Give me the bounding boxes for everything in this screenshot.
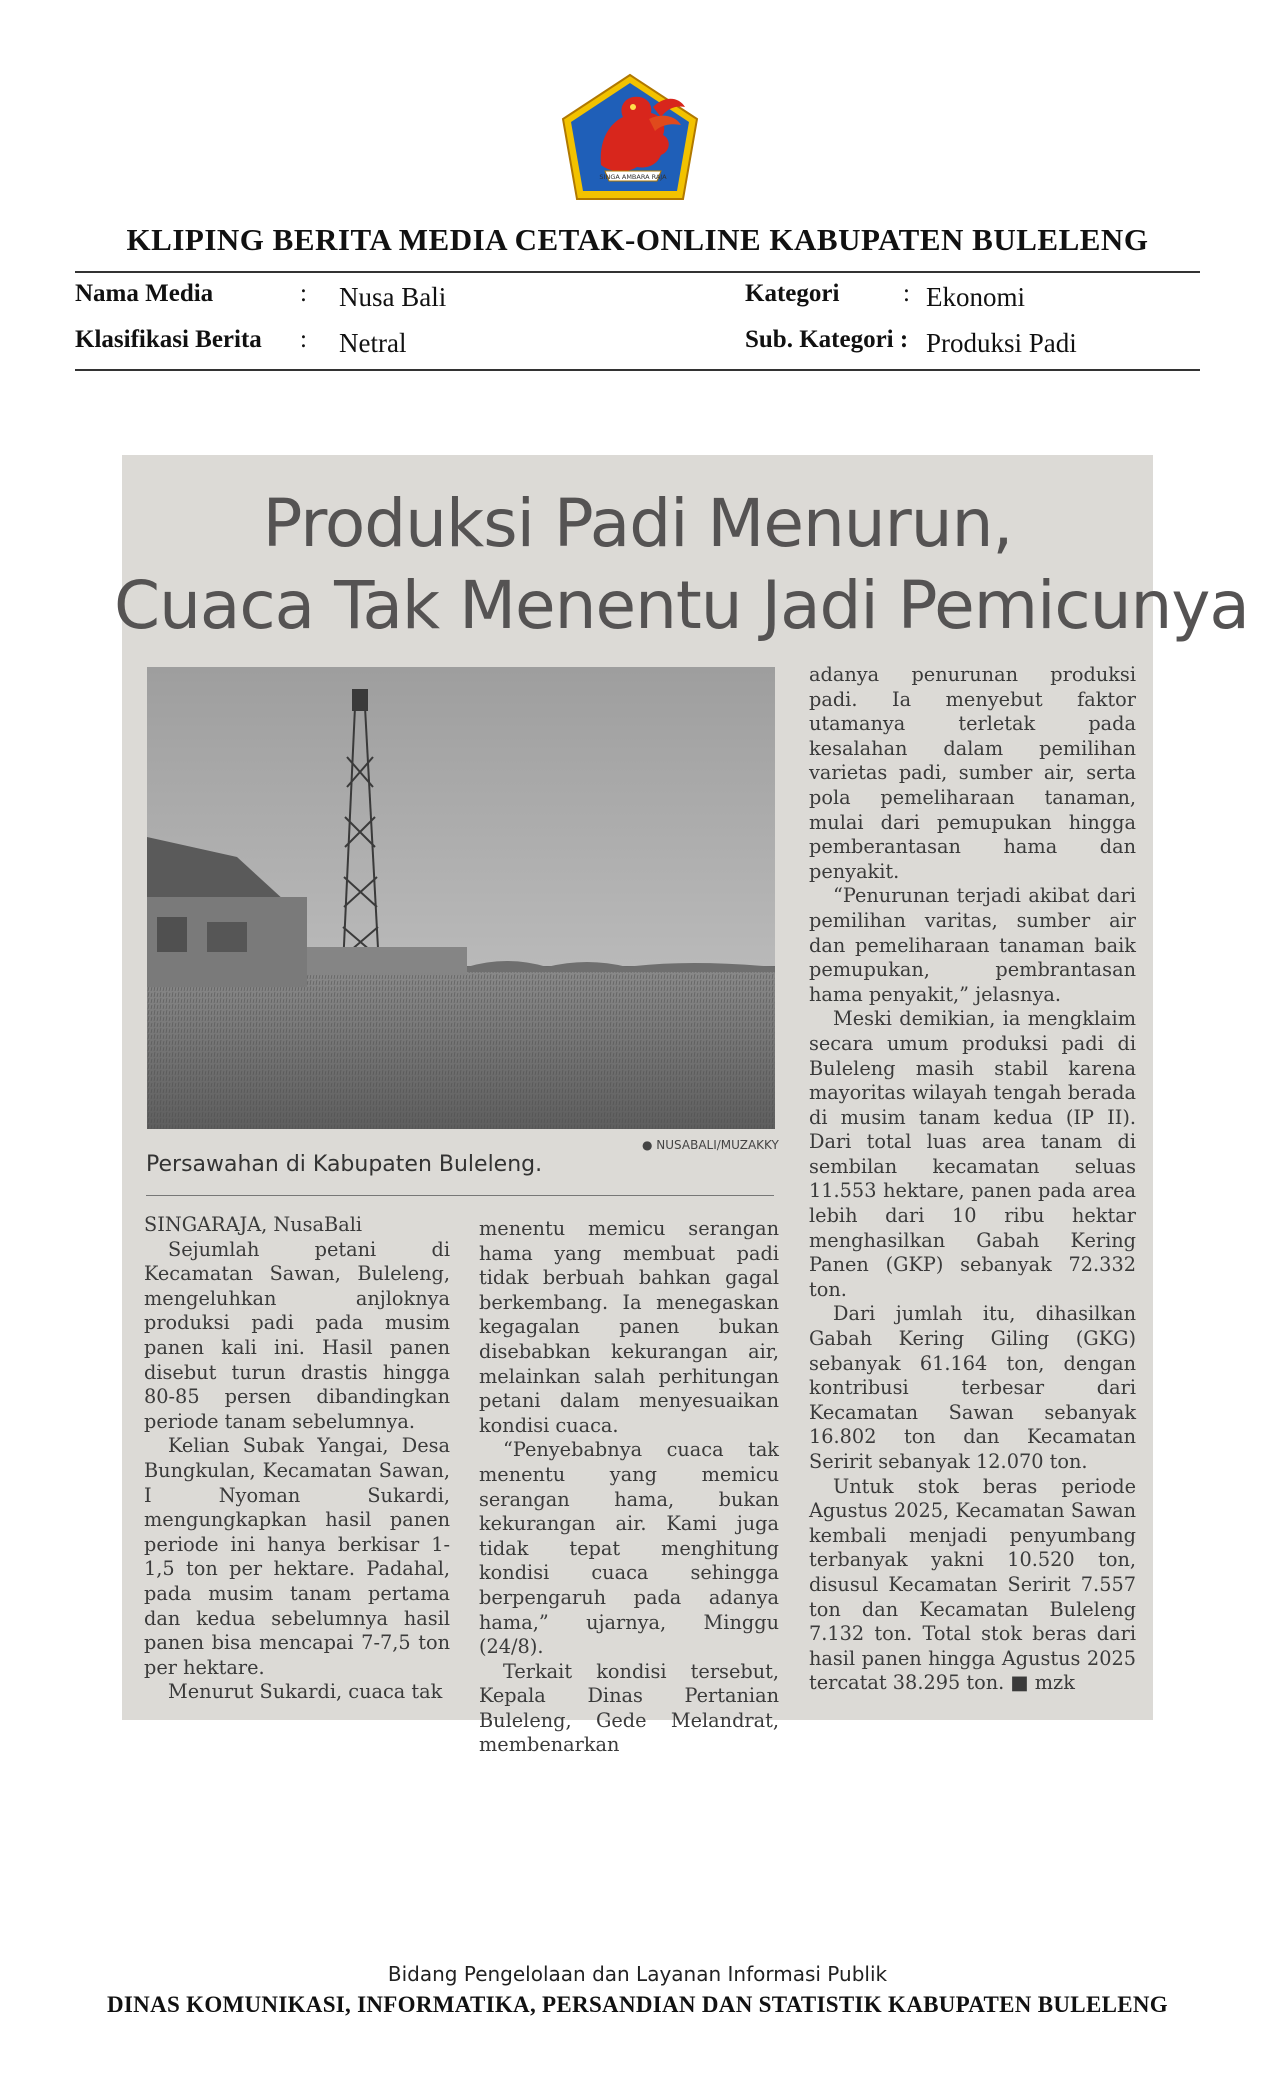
footer-agency: DINAS KOMUNIKASI, INFORMATIKA, PERSANDIAN DAN STATISTIK KABUPATEN BULELENG [107, 1992, 1168, 2017]
news-clipping [114, 455, 1249, 1757]
subkategori-label: Sub. Kategori : [745, 326, 909, 353]
article-column-1 [144, 1213, 450, 1705]
logo-motto: SINGA AMBARA RAJA [599, 173, 667, 181]
paragraph: Terkait kondisi tersebut, Kepala Dinas Pertanian Buleleng, Gede Melandrat, membenarkan [479, 1659, 779, 1757]
klasifikasi-value: Netral [339, 328, 407, 358]
paragraph: “Penyebabnya cuaca tak menentu yang memicu serangan hama, bukan kekurangan air. Kami juga tidak tepat menghitung kondisi cuaca sehingga berpengaruh pada adanya hama,” ujarnya, Minggu (24/8). [479, 1438, 779, 1659]
headline-line-2: Cuaca Tak Menentu Jadi Pemicunya [114, 567, 1249, 644]
headline-line-1: Produksi Padi Menurun, [262, 485, 1013, 562]
paragraph: Kelian Subak Yangai, Desa Bungkulan, Kecamatan Sawan, I Nyoman Sukardi, mengungkapkan hasil panen periode ini hanya berkisar 1-1,5 ton per hektare. Padahal, pada musim tanam pertama dan kedua sebelumnya hasil panen bisa mencapai 7-7,5 ton per hektare. [144, 1434, 450, 1679]
media-label: Nama Media [75, 280, 214, 307]
caption-divider [146, 1195, 774, 1196]
meta-row-2 [75, 324, 1200, 364]
paragraph: “Penurunan terjadi akibat dari pemilihan varitas, sumber air dan pemeliharaan tanaman baik pemupukan, pembrantasan hama penyakit,” jelasnya. [809, 884, 1136, 1006]
media-value: Nusa Bali [339, 282, 447, 312]
paragraph: Sejumlah petani di Kecamatan Sawan, Buleleng, mengeluhkan anjloknya produksi padi pada musim panen kali ini. Hasil panen disebut turun drastis hingga 80-85 persen dibandingkan periode tanam sebelumnya. [144, 1237, 450, 1433]
footer-unit: Bidang Pengelolaan dan Layanan Informasi Publik [387, 1962, 888, 1986]
paragraph: menentu memicu serangan hama yang membuat padi tidak berbuah bahkan gagal berkembang. Ia menegaskan kegagalan panen bukan disebabkan kekurangan air, melainkan salah perhitungan petani dalam menyesuaikan kondisi cuaca. [479, 1217, 779, 1437]
photo-caption: Persawahan di Kabupaten Buleleng. [146, 1152, 543, 1177]
media-colon: : [300, 280, 307, 307]
page-title: KLIPING BERITA MEDIA CETAK-ONLINE KABUPATEN BULELENG [126, 222, 1149, 257]
klasifikasi-colon: : [300, 326, 307, 353]
article-column-3 [809, 663, 1136, 1696]
header-divider-bottom [75, 369, 1200, 371]
paragraph: Menurut Sukardi, cuaca tak [168, 1680, 443, 1704]
emblem-logo-icon [561, 73, 699, 201]
kategori-colon: : [903, 280, 910, 307]
article-column-2 [479, 1217, 779, 1758]
rice-field-photo [147, 667, 775, 1129]
photo-credit: ● NUSABALI/MUZAKKY [642, 1138, 779, 1152]
meta-row-1 [75, 278, 1200, 318]
klasifikasi-label: Klasifikasi Berita [75, 326, 262, 353]
kategori-value: Ekonomi [926, 282, 1025, 312]
paragraph: Meski demikian, ia mengklaim secara umum produksi padi di Buleleng masih stabil karena mayoritas wilayah tengah berada di musim tanam kedua (IP II). Dari total luas area tanam di sembilan kecamatan seluas 11.553 hektare, panen pada area lebih dari 10 ribu hektar menghasilkan Gabah Kering Panen (GKP) sebanyak 72.332 ton. [809, 1007, 1136, 1301]
dateline: SINGARAJA, NusaBali [144, 1213, 363, 1236]
header-divider-top [75, 271, 1200, 273]
paragraph: Dari jumlah itu, dihasilkan Gabah Kering Giling (GKG) sebanyak 61.164 ton, dengan kontribusi terbesar dari Kecamatan Sawan sebanyak 16.802 ton dan Kecamatan Seririt sebanyak 12.070 ton. [809, 1302, 1136, 1473]
paragraph: Untuk stok beras periode Agustus 2025, Kecamatan Sawan kembali menjadi penyumbang terbanyak yakni 10.520 ton, disusul Kecamatan Seririt 7.557 ton dan Kecamatan Buleleng 7.132 ton. Total stok beras dari hasil panen hingga Agustus 2025 tercatat 38.295 ton. ■ mzk [809, 1474, 1136, 1695]
paragraph: adanya penurunan produksi padi. Ia menyebut faktor utamanya terletak pada kesalahan dalam pemilihan varietas padi, sumber air, serta pola pemeliharaan tanaman, mulai dari pemupukan hingga pemberantasan hama dan penyakit. [809, 663, 1136, 883]
subkategori-value: Produksi Padi [926, 328, 1077, 358]
kategori-label: Kategori [745, 280, 840, 307]
